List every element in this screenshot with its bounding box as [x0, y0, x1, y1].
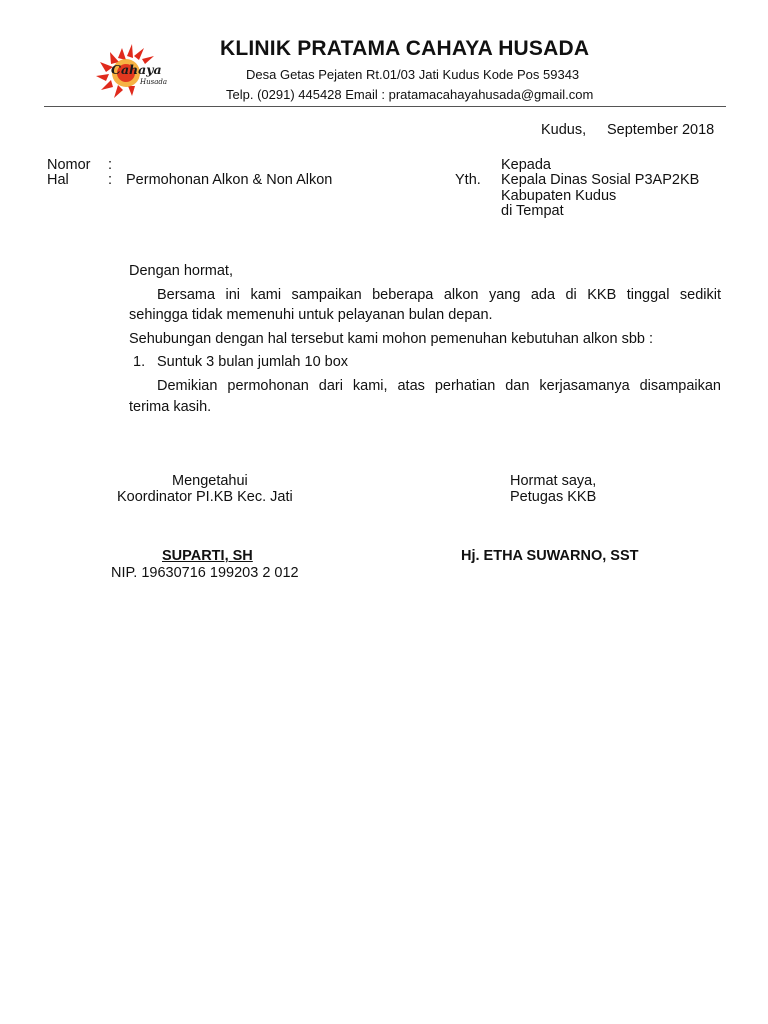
- right-signature-role: Petugas KKB: [510, 489, 597, 505]
- left-signature-heading: Mengetahui: [172, 473, 248, 489]
- closing-paragraph-continued: terima kasih.: [129, 399, 212, 415]
- clinic-contact: Telp. (0291) 445428 Email : pratamacahayahusada@gmail.com: [226, 87, 594, 102]
- date-place: Kudus,: [541, 122, 587, 138]
- recipient-line: Kepada: [501, 157, 551, 173]
- closing-paragraph: Demikian permohonan dari kami, atas perhatian dan kerjasamanya disampaikan: [157, 378, 721, 394]
- clinic-logo: [92, 40, 178, 102]
- recipient-line: Kabupaten Kudus: [501, 188, 617, 204]
- clinic-address: Desa Getas Pejaten Rt.01/03 Jati Kudus Kode Pos 59343: [246, 67, 580, 82]
- paragraph-1: Bersama ini kami sampaikan beberapa alkon yang ada di KKB tinggal sedikit: [157, 287, 721, 303]
- recipient-line: di Tempat: [501, 203, 564, 219]
- right-signatory-name: Hj. ETHA SUWARNO, SST: [461, 548, 639, 564]
- list-item: Suntuk 3 bulan jumlah 10 box: [157, 354, 349, 370]
- yth-label: Yth.: [455, 172, 481, 188]
- date-value: September 2018: [607, 122, 715, 138]
- left-signatory-nip: NIP. 19630716 199203 2 012: [111, 565, 299, 581]
- list-number: 1.: [133, 354, 146, 370]
- clinic-name: KLINIK PRATAMA CAHAYA HUSADA: [220, 37, 590, 60]
- right-signature-heading: Hormat saya,: [510, 473, 597, 489]
- letterhead-divider: [44, 106, 726, 107]
- recipient-line: Kepala Dinas Sosial P3AP2KB: [501, 172, 700, 188]
- hal-value: Permohonan Alkon & Non Alkon: [126, 172, 333, 188]
- left-signatory-name: SUPARTI, SH: [162, 548, 253, 564]
- paragraph-2: Sehubungan dengan hal tersebut kami mohon pemenuhan kebutuhan alkon sbb :: [129, 331, 654, 347]
- paragraph-1-continued: sehingga tidak memenuhi untuk pelayanan bulan depan.: [129, 307, 493, 323]
- hal-label: Hal: [47, 172, 69, 188]
- nomor-label: Nomor: [47, 157, 91, 173]
- hal-colon: :: [108, 172, 113, 188]
- logo-subword: Husada: [140, 78, 168, 86]
- left-signature-role: Koordinator PI.KB Kec. Jati: [117, 489, 293, 505]
- nomor-colon: :: [108, 157, 113, 173]
- logo-wordmark: Cahaya: [111, 62, 162, 77]
- greeting: Dengan hormat,: [129, 263, 233, 279]
